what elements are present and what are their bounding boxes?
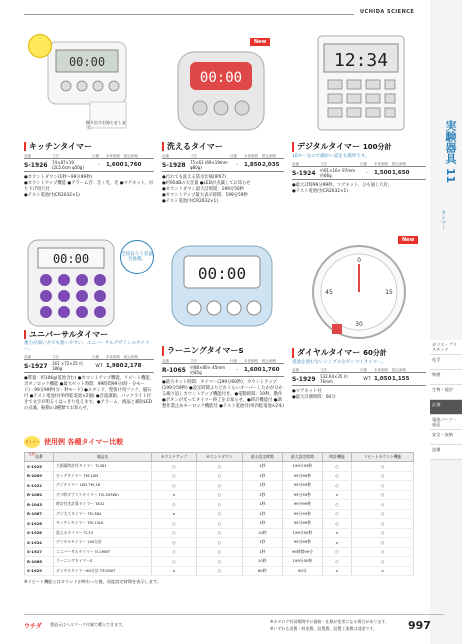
product-dims: 約88×80× 45mm 約85g: [190, 365, 226, 375]
price-tax: 1,650: [392, 170, 410, 176]
product-image-washable: [162, 34, 280, 138]
spec-row: [162, 158, 284, 172]
spec-row: [292, 166, 426, 180]
table-row: [25, 557, 414, 567]
table-cell: ○: [322, 481, 351, 491]
table-cell: ○: [352, 500, 414, 510]
product-dims: 132.64×35 約76mm: [320, 374, 348, 384]
spec-row: [162, 363, 284, 377]
table-cell: ○: [196, 509, 242, 519]
table-cell: S-1926: [25, 519, 54, 529]
table-cell: S-1927: [25, 547, 54, 557]
table-row: [25, 538, 414, 548]
table-cell: ○: [196, 471, 242, 481]
table-cell: S-1928: [25, 528, 54, 538]
product-title: ユニバーサルタイマー: [24, 330, 154, 339]
price-tax: 2,178: [124, 363, 142, 369]
table-cell: R-1009: [25, 471, 54, 481]
price-base: 1,050: [374, 376, 392, 382]
product-image-kitchen: [24, 24, 154, 140]
nav-item-physics[interactable]: 物理: [430, 370, 462, 385]
comparison-footnote: ※リピート機能とはカウントが終わった後、再度設定時間を表示します。: [24, 579, 161, 584]
spec-header: 品番 寸法 仕様 本体価格 税込価格: [162, 154, 276, 158]
product-bullets: ●汚れても洗える防水仕様(IPX7) ●約95dBの大音量 ●LEDが点滅してお知らせ ●カウントダウン最大計時間：199分50秒 ●カウントアップ最大表示時間：199分59秒 ●テスト電池付(CR2032×1): [162, 175, 251, 204]
table-cell: ○: [196, 528, 242, 538]
svg-text:45: 45: [325, 289, 333, 296]
svg-text:00:00: 00:00: [52, 252, 90, 266]
table-row: [25, 490, 414, 500]
table-cell: ○: [151, 471, 196, 481]
table-cell: ○: [352, 519, 414, 529]
table-cell: 洗えるタイマー TL33: [54, 528, 152, 538]
table-cell: 大画面時計付タイマー TL381: [54, 462, 152, 472]
comparison-tag-icon: タイマー比較: [24, 436, 40, 448]
table-cell: 199分50秒: [282, 528, 322, 538]
svg-text:0: 0: [357, 257, 361, 264]
comparison-title: 使用例 各種タイマー比較: [44, 438, 124, 446]
spec-row: [292, 372, 426, 386]
category-nav: [430, 340, 462, 460]
price-base: 1,500: [374, 170, 392, 176]
col-header: リピートカウント機能: [352, 453, 414, 462]
product-dims: 74×87×19 (2L5.6cm φ50g): [52, 160, 84, 170]
product-image-dial: [292, 232, 426, 346]
spec-header: 品番 寸法 仕様 本体価格 税込価格: [162, 359, 276, 363]
table-cell: ×: [151, 566, 196, 576]
product-bullets: ●マグネット付 ●最大計測時間：60分: [292, 389, 336, 400]
product-digital: [292, 142, 426, 195]
product-image-universal: [24, 232, 154, 330]
table-cell: 1秒: [242, 481, 282, 491]
col-header: カウントアップ: [151, 453, 196, 462]
col-header: 最大設定時間: [282, 453, 322, 462]
table-cell: R-1062: [25, 490, 54, 500]
table-cell: R-1065: [25, 557, 54, 567]
nav-item-safety[interactable]: 安全・収納: [430, 430, 462, 445]
dial-timer-image: [292, 232, 426, 346]
product-bullets: ●最大計時99分99秒。マグネット、ひも通し穴付。 ●テスト電池付(CR2032×1): [292, 183, 393, 194]
table-cell: ○: [151, 557, 196, 567]
table-cell: ○: [196, 566, 242, 576]
table-cell: ビッグタイマー TM-10N: [54, 471, 152, 481]
product-spec: WT: [363, 376, 371, 382]
table-row: [25, 519, 414, 529]
product-subtitle: 電池を使わないシンプルなゼンマイタイマー。: [292, 360, 386, 365]
product-image-learning: [162, 236, 284, 340]
col-header: 商品名: [54, 453, 152, 462]
product-spec: WT: [95, 363, 103, 369]
table-cell: 1秒: [242, 547, 282, 557]
table-cell: ダイヤルタイマー60分計 T332WT: [54, 566, 152, 576]
table-row: [25, 471, 414, 481]
spec-header: 品番 寸法 仕様 本体価格 税込価格: [24, 355, 138, 359]
col-header: 品番: [25, 453, 54, 462]
price-base: 1,600: [106, 162, 124, 168]
nav-item-chemistry[interactable]: 化学: [430, 355, 462, 370]
table-cell: 99分99秒: [282, 519, 322, 529]
table-cell: デジタルタイマー 100分計: [54, 538, 152, 548]
table-cell: 60秒: [242, 566, 282, 576]
table-cell: S-1924: [25, 538, 54, 548]
col-header: 時計機能: [322, 453, 351, 462]
table-row: [25, 528, 414, 538]
table-cell: ○: [151, 500, 196, 510]
table-cell: ○: [322, 462, 351, 472]
table-cell: ○: [352, 557, 414, 567]
price-tax: 1,155: [392, 376, 410, 382]
table-cell: ○: [151, 519, 196, 529]
product-subtitle: 10キーなので細かい設定も簡単です。: [292, 154, 370, 159]
table-cell: ○: [196, 538, 242, 548]
product-title: デジタルタイマー 100分計: [292, 142, 426, 152]
table-row: [25, 481, 414, 491]
product-code: R-1065: [162, 366, 186, 374]
digital-timer-image: [292, 30, 426, 134]
table-cell: 時計付き計算タイマー TA32: [54, 500, 152, 510]
kitchen-image-note: 握り出すお知らせします。: [86, 120, 126, 130]
table-cell: デジ大スタイマー TD-384: [54, 509, 152, 519]
table-cell: ○: [196, 557, 242, 567]
table-cell: ○: [196, 519, 242, 529]
washable-timer-image: [162, 34, 280, 138]
maker-logo: ウチダ: [24, 623, 42, 630]
spec-header: 品番 寸法 仕様 本体価格 税込価格: [292, 162, 406, 166]
learning-timer-image: [162, 236, 284, 340]
table-cell: 1秒: [242, 509, 282, 519]
table-cell: S-1925: [25, 462, 54, 472]
product-spec: -: [236, 162, 238, 168]
table-cell: 99分99秒: [282, 471, 322, 481]
table-cell: S-1929: [25, 566, 54, 576]
product-code: S-1929: [292, 375, 316, 383]
table-cell: ○: [352, 471, 414, 481]
product-dims: 75×63 (69×19mm φ80g): [190, 160, 228, 170]
table-cell: ×: [151, 509, 196, 519]
disclaimer-1: ※カタログ有効期間中に価格・仕様が変更になる場合があります。: [270, 619, 390, 624]
table-cell: 1秒: [242, 538, 282, 548]
svg-text:12:34: 12:34: [333, 50, 389, 71]
product-title: ダイヤルタイマー 60分計: [292, 348, 426, 358]
table-cell: デジ時ダブリスタイマー TD-393Wh: [54, 490, 152, 500]
feature-badge-icon: [28, 34, 52, 58]
table-cell: 1秒: [242, 519, 282, 529]
product-learning: [162, 346, 284, 410]
new-badge: New: [398, 236, 418, 244]
table-cell: ×: [352, 566, 414, 576]
table-cell: ×: [151, 490, 196, 500]
table-cell: 99分59秒: [282, 490, 322, 500]
maker-note: 製造元はヘルマーク付属で購入できます。: [50, 622, 126, 627]
product-dims: 約61×16× 97mm 約66g: [320, 168, 356, 178]
table-cell: ×: [322, 566, 351, 576]
table-cell: ユニバーサルタイマー TL19WT: [54, 547, 152, 557]
table-cell: ○: [352, 481, 414, 491]
table-cell: R-1043: [25, 500, 54, 510]
table-cell: 1秒: [242, 490, 282, 500]
spec-row: [24, 359, 154, 373]
table-cell: 99分99秒: [282, 500, 322, 510]
product-spec: -: [236, 367, 238, 373]
chapter-title: 実験器具 11: [444, 120, 457, 184]
product-spec: -: [98, 162, 100, 168]
table-cell: ×: [322, 490, 351, 500]
product-subtitle: 視力が弱い方でも使いやすい、ユニバーサルデザインのタイマー。: [24, 341, 150, 352]
product-title: 洗えるタイマー: [162, 142, 284, 151]
spec-row: [24, 158, 154, 172]
chapter-subtitle: タイマー: [440, 210, 446, 230]
table-cell: 1秒: [242, 500, 282, 510]
table-cell: 60分: [282, 566, 322, 576]
comparison-heading: [24, 436, 424, 456]
table-cell: 1秒: [242, 471, 282, 481]
table-body: [25, 462, 414, 576]
comparison-section: [24, 436, 424, 585]
table-cell: 10秒: [242, 528, 282, 538]
sidebar-strip: [430, 0, 462, 644]
price-base: 1,980: [106, 363, 124, 369]
product-kitchen: [24, 142, 154, 199]
table-cell: ○: [196, 481, 242, 491]
nav-item-battery[interactable]: 電池パーツ・部品: [430, 415, 462, 430]
table-cell: ラーニングタイマーS: [54, 557, 152, 567]
table-cell: デジタイマー LED TM-16: [54, 481, 152, 491]
table-cell: ○: [151, 481, 196, 491]
col-header: 最小設定時間: [242, 453, 282, 462]
table-cell: R-1067: [25, 509, 54, 519]
table-cell: ○: [322, 547, 351, 557]
col-header: カウントダウン: [196, 453, 242, 462]
product-spec: -: [366, 170, 368, 176]
disclaimer-2: ※いずれも消費・料金費、設置費、設置工事費は別途です。: [270, 626, 378, 631]
table-cell: 99分99秒: [282, 538, 322, 548]
table-cell: キッチンタイマー TM-13LK: [54, 519, 152, 529]
table-cell: ○: [196, 547, 242, 557]
table-cell: ○: [322, 471, 351, 481]
table-cell: ○: [322, 557, 351, 567]
table-cell: ○: [352, 462, 414, 472]
product-title: キッチンタイマー: [24, 142, 154, 151]
product-dims: 161 ×72×25 約186g: [52, 361, 84, 371]
table-cell: ○: [196, 500, 242, 510]
table-cell: ○: [151, 538, 196, 548]
table-cell: S-1922: [25, 481, 54, 491]
spec-header: 品番 寸法 仕様 本体価格 税込価格: [292, 368, 406, 372]
page-header: [0, 6, 430, 20]
table-cell: ○: [322, 519, 351, 529]
product-code: S-1924: [292, 169, 316, 177]
product-code: S-1927: [24, 362, 48, 370]
table-cell: ○: [322, 509, 351, 519]
table-row: [25, 500, 414, 510]
product-code: S-1928: [162, 161, 186, 169]
table-header-row: [25, 453, 414, 462]
price-base: 1,850: [244, 162, 262, 168]
table-cell: 199分59秒: [282, 462, 322, 472]
comparison-table: [24, 452, 414, 576]
product-image-digital: [292, 30, 426, 134]
table-cell: ○: [196, 462, 242, 472]
table-row: [25, 462, 414, 472]
table-cell: ○: [151, 528, 196, 538]
price-tax: 2,035: [262, 162, 280, 168]
table-cell: ○: [352, 538, 414, 548]
product-title: ラーニングタイマーS: [162, 346, 284, 356]
table-cell: ○: [352, 490, 414, 500]
endorsement-bubble: 全国盲ろう者協会推薦。: [120, 240, 154, 274]
chapter-sidebar: [430, 0, 462, 644]
svg-text:30: 30: [355, 321, 363, 328]
table-cell: 99分59秒: [282, 509, 322, 519]
table-cell: 99時間99分: [282, 547, 322, 557]
product-universal: [24, 330, 154, 412]
nav-item-equipment[interactable]: 設備: [430, 445, 462, 460]
table-cell: 99分59秒: [282, 481, 322, 491]
svg-text:15: 15: [385, 289, 393, 296]
nav-item-measurement[interactable]: 計測: [430, 400, 462, 415]
svg-text:00:00: 00:00: [197, 264, 247, 283]
price-base: 1,600: [244, 367, 262, 373]
product-code: S-1926: [24, 161, 48, 169]
table-row: [25, 547, 414, 557]
price-tax: 1,760: [124, 162, 142, 168]
table-cell: ○: [322, 500, 351, 510]
page-number: 997: [408, 619, 431, 632]
spec-header: 品番 寸法 仕様 本体価格 税込価格: [24, 154, 138, 158]
table-cell: ○: [151, 462, 196, 472]
table-cell: ×: [322, 538, 351, 548]
price-tax: 1,760: [262, 367, 280, 373]
nav-item-glass[interactable]: ガラス・プラスチック: [430, 340, 462, 355]
svg-text:00:00: 00:00: [68, 55, 106, 69]
table-cell: 199分50秒: [282, 557, 322, 567]
svg-text:00:00: 00:00: [199, 70, 243, 86]
page-footer: [24, 614, 444, 639]
product-washable: [162, 142, 284, 205]
table-cell: ○: [151, 547, 196, 557]
product-bullets: ●カウントダウン(1秒～99分99秒) ●カウントアップ機能 ●アラーム音：音＋光、光 ●マグネット、吊り下げ用穴付 ●テスト電池付(CR2032×1): [24, 175, 154, 198]
header-brand: UCHIDA SCIENCE: [360, 9, 415, 15]
table-cell: ○: [352, 509, 414, 519]
nav-item-biology[interactable]: 生物・地学: [430, 385, 462, 400]
table-row: [25, 566, 414, 576]
table-row: [25, 509, 414, 519]
product-bullets: ●最大セット時間：タイマー(199分60秒)、カウントアップ(199分59秒) ●設定時間よりどれくらいオーバーしたかが分かる繰り返しカウントアップ機能付き。●電動時間：10秒。動作 ●ボタンが光ってタイマー終了をお知らせ。●時計機能付 ●調整作業止めキーロック機能付 ●テスト電池付(単四乾電池×2本): [162, 380, 284, 409]
new-badge: New: [250, 38, 270, 46]
table-cell: ○: [196, 490, 242, 500]
table-cell: ×: [322, 528, 351, 538]
product-bullets: ●質量：約106g(電池含む) ●カウントアップ機能、リピート機能、ボタンロック機能 ●最大セット時間：99時間99分(時・分モード)・99分99秒(分・秒モード) ●スタンド、壁掛け用フック、磁石付 ●テスト電池付(単四乾電池×2個) ●音量調節、バックライト付きで文字が明るくはっきり見えます。●アラーム、液晶と補助LEDの点滅、振動の3種類でお知らせ。: [24, 376, 154, 411]
table-cell: 10秒: [242, 557, 282, 567]
header-rule: [24, 14, 354, 15]
table-cell: ○: [352, 547, 414, 557]
product-dial: [292, 348, 426, 401]
table-cell: ○: [352, 528, 414, 538]
table-cell: 1秒: [242, 462, 282, 472]
